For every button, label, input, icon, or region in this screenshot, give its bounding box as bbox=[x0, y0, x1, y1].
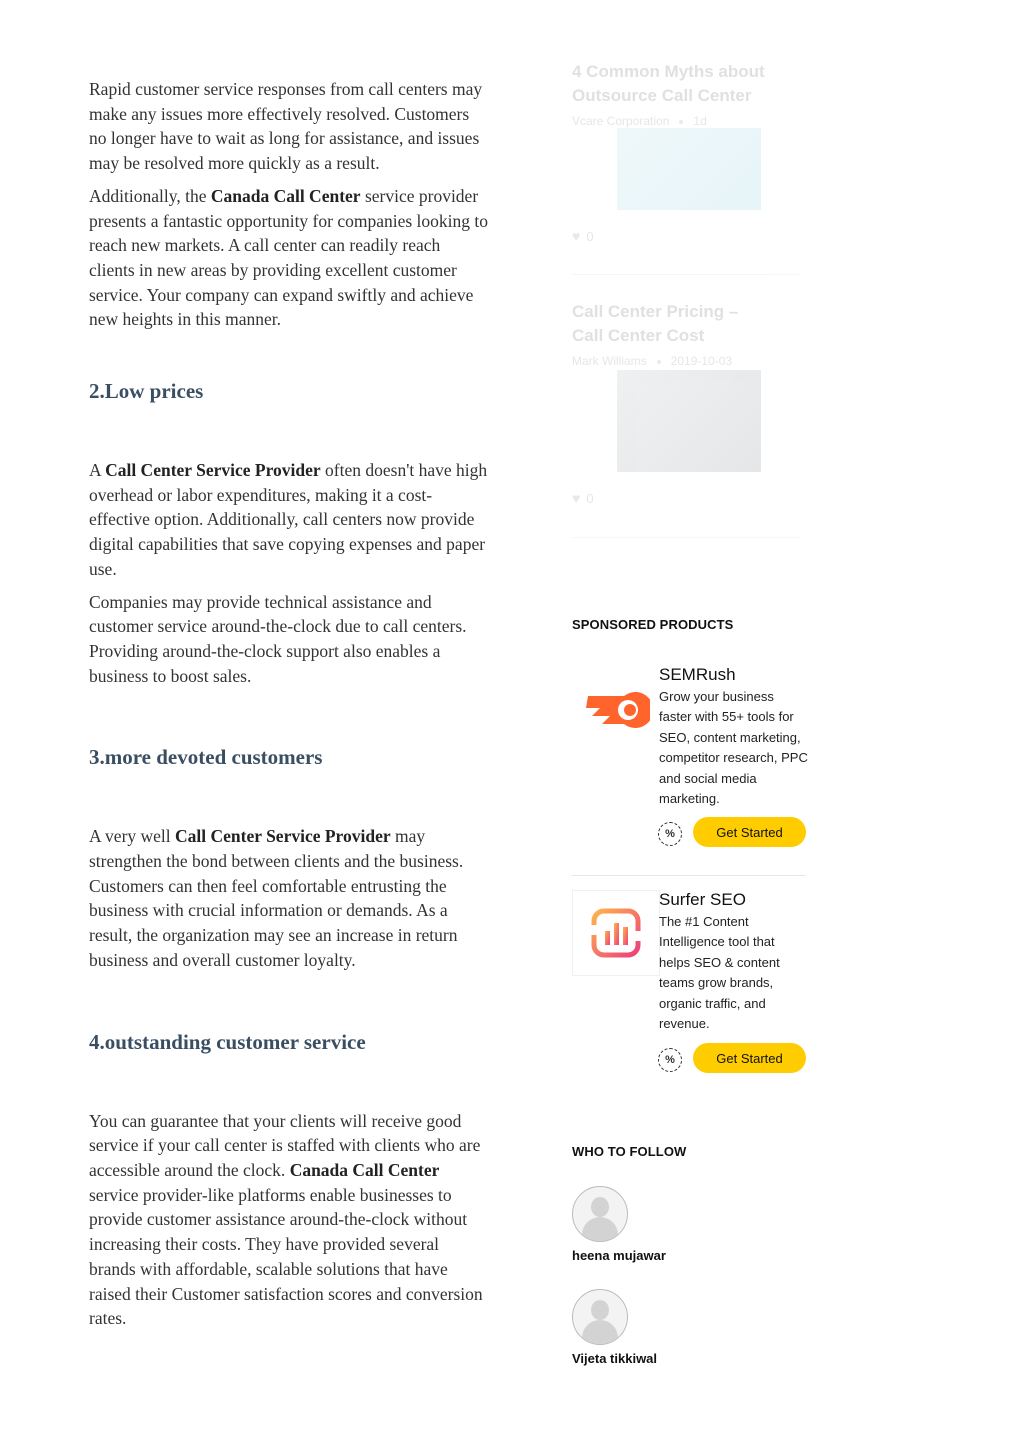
related-post-title[interactable]: Call Center Pricing – Call Center Cost bbox=[572, 302, 739, 345]
like-count[interactable] bbox=[572, 490, 594, 506]
bold-link-text: Call Center Service Provider bbox=[105, 460, 321, 481]
related-post-card[interactable] bbox=[572, 300, 812, 540]
paragraph-text: may strengthen the bond between clients and the business. Customers can then feel comfortable entrusting the business with crucial information or demands. As a result, the organization may see an increase in return business and overall customer loyalty. bbox=[89, 826, 464, 970]
product-name[interactable]: Surfer SEO bbox=[659, 890, 746, 909]
article-paragraph bbox=[89, 77, 489, 176]
bold-link-text: Call Center Service Provider bbox=[175, 826, 391, 847]
get-started-button[interactable]: Get Started bbox=[693, 817, 806, 847]
article-paragraph bbox=[89, 590, 489, 689]
paragraph-text: often doesn't have high overhead or labor expenditures, making it a cost-effective option. Additionally, call centers now provide digital capabilities that save copying expenses and paper use. bbox=[89, 460, 488, 579]
paragraph-text: service provider presents a fantastic opportunity for companies looking to reach new markets. A call center can readily reach clients in new areas by providing excellent customer service. Your company can expand swiftly and achieve new heights in this manner. bbox=[89, 185, 489, 330]
related-post-card[interactable] bbox=[572, 60, 812, 300]
coupon-icon[interactable]: % bbox=[658, 1048, 682, 1072]
follow-user-name[interactable]: heena mujawar bbox=[572, 1248, 666, 1263]
semrush-logo-icon[interactable] bbox=[572, 665, 658, 751]
heart-icon: ♥ bbox=[572, 228, 581, 244]
paragraph-text: Rapid customer service responses from call centers may make any issues more effectively resolved. Customers no longer have to wait as long for assistance, and issues may be resolved more quickly as a result. bbox=[89, 79, 483, 174]
related-posts bbox=[572, 60, 812, 540]
follow-user-name[interactable]: Vijeta tikkiwal bbox=[572, 1351, 658, 1366]
like-count[interactable] bbox=[572, 228, 594, 244]
paragraph-text: Additionally, the bbox=[89, 185, 211, 206]
sponsored-products-heading: SPONSORED PRODUCTS bbox=[572, 617, 734, 632]
post-author[interactable]: Mark Williams bbox=[572, 354, 647, 368]
section-heading-low-prices: 2.Low prices bbox=[89, 379, 204, 404]
paragraph-text: You can guarantee that your clients will receive good service if your call center is staffed with clients who are accessible around the clock. bbox=[89, 1110, 481, 1180]
paragraph-text: Companies may provide technical assistance and customer service around-the-clock due to call centers. Providing around-the-clock support also enables a business to boost sales. bbox=[89, 591, 467, 686]
post-date: 2019-10-03 bbox=[670, 354, 733, 368]
section-heading-devoted-customers: 3.more devoted customers bbox=[89, 745, 323, 770]
surfer-seo-logo-icon[interactable] bbox=[572, 890, 660, 976]
related-post-meta bbox=[572, 354, 812, 368]
post-thumbnail-image[interactable] bbox=[617, 128, 761, 210]
post-date: 1d bbox=[693, 114, 707, 128]
like-count-value: 0 bbox=[586, 229, 594, 244]
sponsored-product-semrush bbox=[572, 665, 806, 855]
article-paragraph bbox=[89, 458, 489, 582]
who-to-follow-heading: WHO TO FOLLOW bbox=[572, 1144, 687, 1159]
separator-dot bbox=[679, 120, 683, 124]
coupon-icon[interactable]: % bbox=[658, 822, 682, 846]
article-paragraph bbox=[89, 1109, 489, 1331]
divider bbox=[572, 274, 800, 275]
sponsored-product-surfer-seo bbox=[572, 890, 806, 1080]
separator-dot bbox=[657, 360, 661, 364]
get-started-button[interactable]: Get Started bbox=[693, 1043, 806, 1073]
related-post-title[interactable]: 4 Common Myths about Outsource Call Center bbox=[572, 62, 765, 105]
post-author[interactable]: Vcare Corporation bbox=[572, 114, 670, 128]
article-paragraph bbox=[89, 184, 489, 332]
product-description: Grow your business faster with 55+ tools for SEO, content marketing, competitor research, PPC and social media marketing. bbox=[659, 689, 808, 807]
divider bbox=[572, 875, 806, 876]
bold-link-text: Canada Call Center bbox=[289, 1159, 440, 1180]
paragraph-text: A bbox=[89, 460, 106, 481]
product-description: The #1 Content Intelligence tool that helps SEO & content teams grow brands, organic traffic, and revenue. bbox=[659, 914, 780, 1032]
article-paragraph bbox=[89, 824, 489, 972]
post-thumbnail-image[interactable] bbox=[617, 370, 761, 472]
paragraph-text: service provider-like platforms enable businesses to provide customer assistance around-the-clock without increasing their costs. They have provided several brands with affordable, scalable solutions that have raised their Customer satisfaction scores and conversion rates. bbox=[89, 1184, 483, 1329]
divider bbox=[572, 537, 800, 538]
related-post-meta bbox=[572, 114, 812, 128]
avatar-placeholder-icon[interactable] bbox=[572, 1186, 628, 1242]
section-heading-outstanding-service: 4.outstanding customer service bbox=[89, 1029, 366, 1054]
heart-icon: ♥ bbox=[572, 490, 581, 506]
follow-user-card[interactable] bbox=[572, 1289, 657, 1366]
avatar-placeholder-icon[interactable] bbox=[572, 1289, 628, 1345]
product-name[interactable]: SEMRush bbox=[659, 665, 736, 684]
like-count-value: 0 bbox=[586, 491, 594, 506]
article-body bbox=[89, 77, 489, 1339]
paragraph-text: A very well bbox=[89, 826, 176, 847]
follow-user-card[interactable] bbox=[572, 1186, 666, 1263]
bold-link-text: Canada Call Center bbox=[210, 185, 361, 206]
